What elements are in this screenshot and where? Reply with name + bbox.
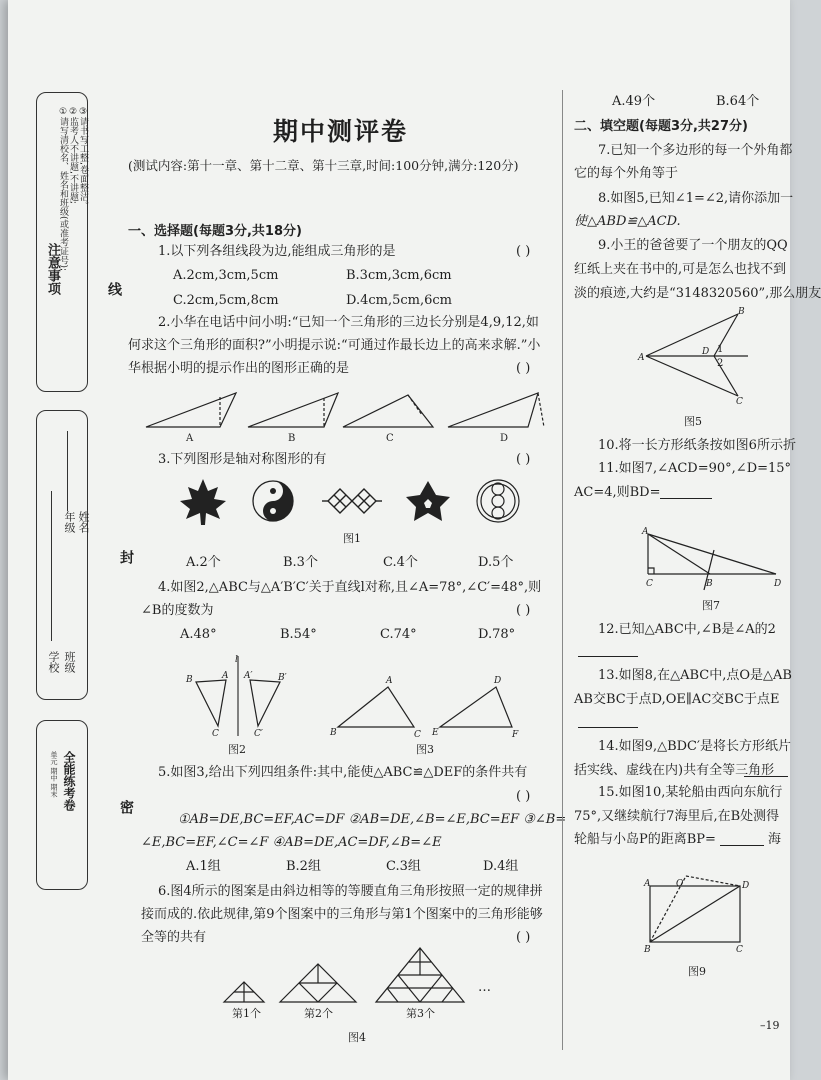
q10-line: 10.将一长方形纸条按如图6所示折 [598,438,796,453]
fig3-caption: 图3 [416,743,434,756]
q2-line-3: 华根据小明的提示作出的图形正确的是 [128,361,350,376]
seal-char-feng: 封 [118,550,134,564]
q2-bracket: ( ) [516,361,531,376]
q15-line-1: 15.如图10,某轮船由西向东航行 [598,785,783,800]
q14-line-2: 括实线、虚线在内)共有全等三角形 [574,763,775,778]
q1-option-c: C.2cm,5cm,8cm [173,293,279,308]
svg-text:B′: B′ [278,673,287,683]
svg-text:D: D [702,347,710,357]
q9-line-3: 淡的痕迹,大约是“3148320560”,那么朋友 [574,286,821,301]
q2-label-b: B [288,433,296,444]
svg-text:E: E [432,728,439,738]
svg-text:C: C [736,945,743,955]
fig5-figure [638,308,768,408]
book-label-box [36,720,88,890]
column-divider [562,90,563,1050]
svg-text:A: A [644,879,651,889]
q3-option-a: A.2个 [186,555,221,570]
q5-option-a: A.1组 [186,859,221,874]
yin-yang-icon [253,481,293,521]
q4-option-c: C.74° [380,627,417,642]
q11-answer-blank[interactable] [660,498,712,499]
fig1-caption: 图1 [343,532,361,545]
q4-option-a: A.48° [180,627,217,642]
q6-line-3: 全等的共有 [141,930,207,945]
svg-text:C: C [736,397,743,407]
student-info-box [36,410,88,700]
page-title: 期中测评卷 [273,117,409,146]
q1-bracket: ( ) [516,244,531,259]
q12-line: 12.已知△ABC中,∠B是∠A的2 [598,622,776,637]
fig9-figure [640,872,750,957]
q13-answer-blank[interactable] [578,727,638,728]
grade-label: 年级 [63,511,76,533]
q2-label-a: A [186,433,194,444]
notice-box [36,92,88,392]
q5-conditions-1: ①AB=DE,BC=EF,AC=DF ②AB=DE,∠B=∠E,BC=EF ③∠B= [178,812,567,827]
svg-text:A: A [222,671,229,681]
q3-option-b: B.3个 [283,555,318,570]
nested-circles-icon [477,480,519,522]
q2-triangle-b [248,393,338,427]
q15-line-3: 轮船与小岛P的距离BP= [574,832,716,847]
fig4-label-3: 第3个 [406,1007,435,1020]
q2-label-c: C [386,433,394,444]
q7-line-2: 它的每个外角等于 [574,166,679,181]
page-number: –19 [760,1019,780,1032]
notice-item-1: ①请写清校名、姓名和班级(或准考证号); [58,107,68,272]
svg-text:A: A [642,527,649,537]
fig7-caption: 图7 [702,599,720,612]
seal-char-xian: 线 [106,282,122,296]
svg-text:A: A [638,353,645,363]
book-label: 全能练考卷 [62,751,76,811]
q5-option-d: D.4组 [483,859,519,874]
q2-triangle-a [146,393,236,427]
q2-line-2: 何求这个三角形的面积?”小明提示说:“可通过作最长边上的高来求解.”小 [128,338,541,353]
q11-line-1: 11.如图7,∠ACD=90°,∠D=15° [598,461,792,476]
fig7-figure [638,526,783,596]
q6-option-a: A.49个 [612,94,656,109]
fig4-label-1: 第1个 [232,1007,261,1020]
q3-option-c: C.4个 [383,555,418,570]
q2-triangle-c [343,395,433,427]
fig2-caption: 图2 [228,743,246,756]
q6-line-2: 接而成的.依此规律,第9个图案中的三角形与第1个图案中的三角形能够 [141,907,543,922]
q4-option-d: D.78° [478,627,516,642]
q5-bracket: ( ) [516,789,531,804]
q4-bracket: ( ) [516,603,531,618]
pentagon-star-icon [406,481,450,521]
chinese-knot-icon [322,489,382,513]
svg-text:D: D [742,881,750,891]
q9-line-2: 红纸上夹在书中的,可是怎么也找不到 [574,262,787,277]
q13-line-2: AB交BC于点D,OE∥AC交BC于点E [574,692,780,707]
section2-heading: 二、填空题(每题3分,共27分) [574,119,748,134]
svg-text:A: A [386,676,393,686]
q12-answer-blank[interactable] [578,656,638,657]
svg-text:D: D [494,676,502,686]
notice-title: 注意事项 [45,243,60,295]
q15-answer-blank[interactable] [720,845,764,846]
svg-text:1: 1 [717,344,724,355]
q13-line-1: 13.如图8,在△ABC中,点O是△AB [598,668,792,683]
q1-option-d: D.4cm,5cm,6cm [346,293,452,308]
q7-line-1: 7.已知一个多边形的每一个外角都 [598,143,793,158]
q15-line-2: 75°,又继续航行7海里后,在B处测得 [574,809,780,824]
q2-triangle-figures [138,385,558,445]
svg-text:C: C [212,729,219,739]
name-label: 姓名 [77,511,90,533]
svg-text:C′: C′ [254,729,263,739]
q2-triangle-d [448,393,544,427]
section1-heading: 一、选择题(每题3分,共18分) [128,224,302,239]
maple-leaf-icon [180,479,226,525]
notice-item-3: ③请书写工整,卷面整洁。 [78,107,88,210]
q11-line-2: AC=4,则BD= [574,485,661,500]
q3-option-d: D.5个 [478,555,514,570]
svg-text:2: 2 [717,358,724,369]
fig5-caption: 图5 [684,415,702,428]
q14-line-1: 14.如图9,△BDC′是将长方形纸片 [598,739,791,754]
svg-text:l: l [235,655,238,665]
fig4-caption: 图4 [348,1031,366,1044]
fig2-figure [178,652,298,742]
svg-text:D: D [774,579,782,589]
q1-option-b: B.3cm,3cm,6cm [346,268,452,283]
q8-line-2: 使△ABD≌△ACD. [574,214,681,229]
q15-unit: 海 [768,832,782,847]
q4-line-1: 4.如图2,△ABC与△A′B′C′关于直线l对称,且∠A=78°,∠C′=48°,则 [158,580,542,595]
q2-label-d: D [500,433,509,444]
seal-char-mi: 密 [118,800,134,814]
fig4-ellipsis: … [478,980,491,995]
notice-item-2: ②监考人不讲题,不讲题; [68,107,78,204]
q14-answer-blank[interactable] [744,776,788,777]
q3-stem: 3.下列图形是轴对称图形的有 [158,452,327,467]
svg-text:A′: A′ [244,671,253,681]
q5-option-b: B.2组 [286,859,321,874]
q4-line-2: ∠B的度数为 [141,603,214,618]
q8-line-1: 8.如图5,已知∠1=∠2,请你添加一 [598,191,794,206]
q5-stem: 5.如图3,给出下列四组条件:其中,能使△ABC≌△DEF的条件共有 [158,765,528,780]
svg-text:B: B [644,945,651,955]
svg-text:C: C [646,579,653,589]
book-sub-label: 单元 期中 期末 [50,751,58,798]
svg-text:B: B [186,675,193,685]
q5-option-c: C.3组 [386,859,421,874]
svg-text:B: B [706,579,713,589]
q9-line-1: 9.小王的爸爸要了一个朋友的QQ [598,238,788,253]
fig9-caption: 图9 [688,965,706,978]
q5-conditions-2: ∠E,BC=EF,∠C=∠F ④AB=DE,AC=DF,∠B=∠E [141,835,442,850]
q1-stem: 1.以下列各组线段为边,能组成三角形的是 [158,244,396,259]
fig4-label-2: 第2个 [304,1007,333,1020]
exam-paper [8,0,821,1080]
q3-symmetry-figures [178,477,518,527]
test-info: (测试内容:第十一章、第十二章、第十三章,时间:100分钟,满分:120分) [128,158,519,173]
q1-option-a: A.2cm,3cm,5cm [173,268,279,283]
svg-text:F: F [512,730,519,740]
q6-line-1: 6.图4所示的图案是由斜边相等的等腰直角三角形按照一定的规律拼 [158,884,543,899]
q2-line-1: 2.小华在电话中问小明:“已知一个三角形的三边长分别是4,9,12,如 [158,315,539,330]
fig3-figure [328,675,528,745]
q6-bracket: ( ) [516,930,531,945]
svg-text:C: C [414,730,421,740]
svg-text:O: O [676,879,684,889]
svg-text:B: B [738,307,745,317]
q3-bracket: ( ) [516,452,531,467]
svg-text:B: B [330,728,337,738]
school-label: 学校 [47,651,60,673]
q6-option-b: B.64个 [716,94,760,109]
class-label: 班级 [63,651,76,673]
q4-option-b: B.54° [280,627,317,642]
